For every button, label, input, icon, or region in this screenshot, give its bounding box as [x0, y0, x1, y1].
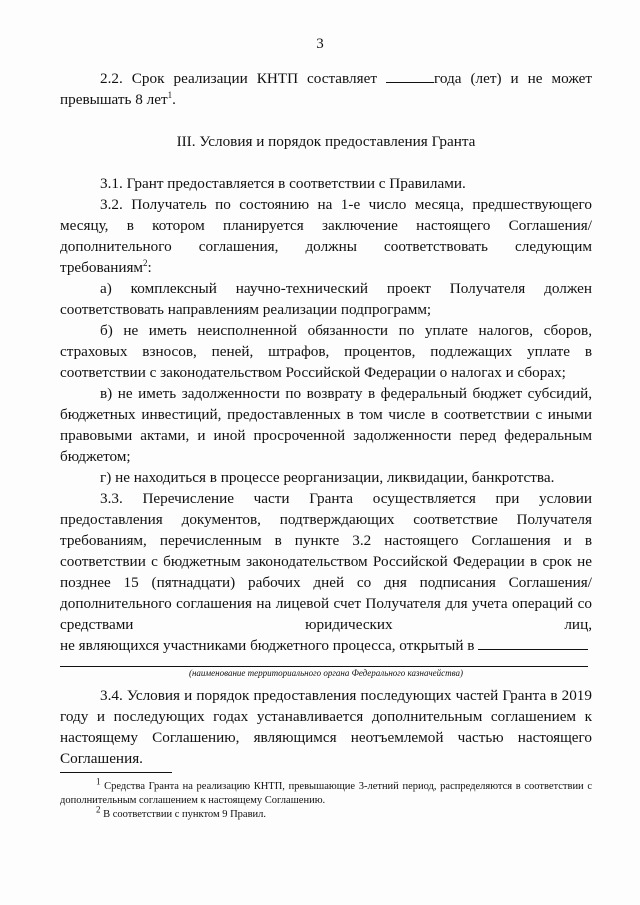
term-blank: [386, 68, 434, 83]
footnote-separator: [60, 772, 172, 773]
footnote-2: [60, 804, 592, 822]
clause-2-2-lead: 2.2. Срок реализации КНТП составляет: [100, 70, 377, 87]
footnote-2-mark: 2: [96, 804, 101, 815]
clause-3-2-g: г) не находиться в процессе реорганизации, ликвидации, банкротства.: [100, 469, 555, 486]
clause-3-3-tail: не являющихся участниками бюджетного процесса, открытый в: [60, 637, 475, 654]
clause-2-2: 2.2. Срок реализации КНТП составляет года (лет) и не может превышать 8 лет$^1$.: [60, 70, 592, 108]
footnote-ref-2: 2: [143, 257, 148, 268]
page-number: 3: [316, 36, 324, 52]
treasury-caption: (наименование территориального органа Федерального казначейства): [188, 668, 464, 678]
document-body: [60, 68, 592, 769]
footnote-1: [60, 776, 592, 808]
clause-3-1: 3.1. Грант предоставляется в соответствии с Правилами.: [100, 175, 466, 192]
footnote-1-mark: 1: [96, 776, 101, 787]
clause-3-3: 3.3. Перечисление части Гранта осуществляется при условии предоставления документов, подтверждающих соответствие Получателя требованиям, перечисленным в пункте 3.2 настоящего Соглашения и в соответствии с бюджетным законодательством Российской Федерации в срок не позднее 15 (пятнадцати) рабочих дней со дня подписания Соглашения/дополнительного соглашения на лицевой счет Получателя для учета операций со средствами юридических лиц,: [60, 490, 592, 633]
footnote-1-text: Средства Гранта на реализацию КНТП, превышающие 3-летний период, распределяются в соответствии с дополнительным соглашением к настоящему Соглашению.: [60, 781, 592, 806]
footnote-2-text: В соответствии с пунктом 9 Правил.: [100, 809, 267, 820]
clause-3-2-v: в) не иметь задолженности по возврату в федеральный бюджет субсидий, бюджетных инвестиций, предоставленных в том числе в соответствии с иными правовыми актами, и иной просроченной задолженности перед федеральным бюджетом;: [60, 385, 592, 465]
clause-3-3-last-line: [60, 635, 592, 656]
treasury-blank: [478, 635, 588, 650]
clause-3-2: 3.2. Получатель по состоянию на 1-е число месяца, предшествующего месяцу, в котором планируется заключение настоящего Соглашения/дополнительного соглашения, должны соответствовать следующим требованиям$^2$:: [60, 196, 592, 276]
clause-3-2-a: а) комплексный научно-технический проект Получателя должен соответствовать направлениям реализации подпрограмм;: [60, 280, 592, 318]
section-heading: III. Условия и порядок предоставления Гранта: [176, 133, 476, 150]
clause-3-2-text: 3.2. Получатель по состоянию на 1-е число месяца, предшествующего месяцу, в котором планируется заключение настоящего Соглашения/дополнительного соглашения, должны соответствовать следующим требованиям: [60, 196, 592, 276]
footnotes: [60, 776, 592, 822]
clause-3-2-b: б) не иметь неисполненной обязанности по уплате налогов, сборов, страховых взносов, пеней, штрафов, процентов, подлежащих уплате в соответствии с законодательством Российской Федерации о налогах и сборах;: [60, 322, 592, 381]
clause-2-2-rest: года (лет) и не может превышать 8 лет: [60, 70, 592, 108]
footnote-ref-1: 1: [167, 89, 173, 100]
clause-3-4: 3.4. Условия и порядок предоставления последующих частей Гранта в 2019 году и последующих годах устанавливается дополнительным соглашением к настоящему Соглашению, являющимся неотъемлемой частью настоящего Соглашения.: [60, 687, 592, 767]
